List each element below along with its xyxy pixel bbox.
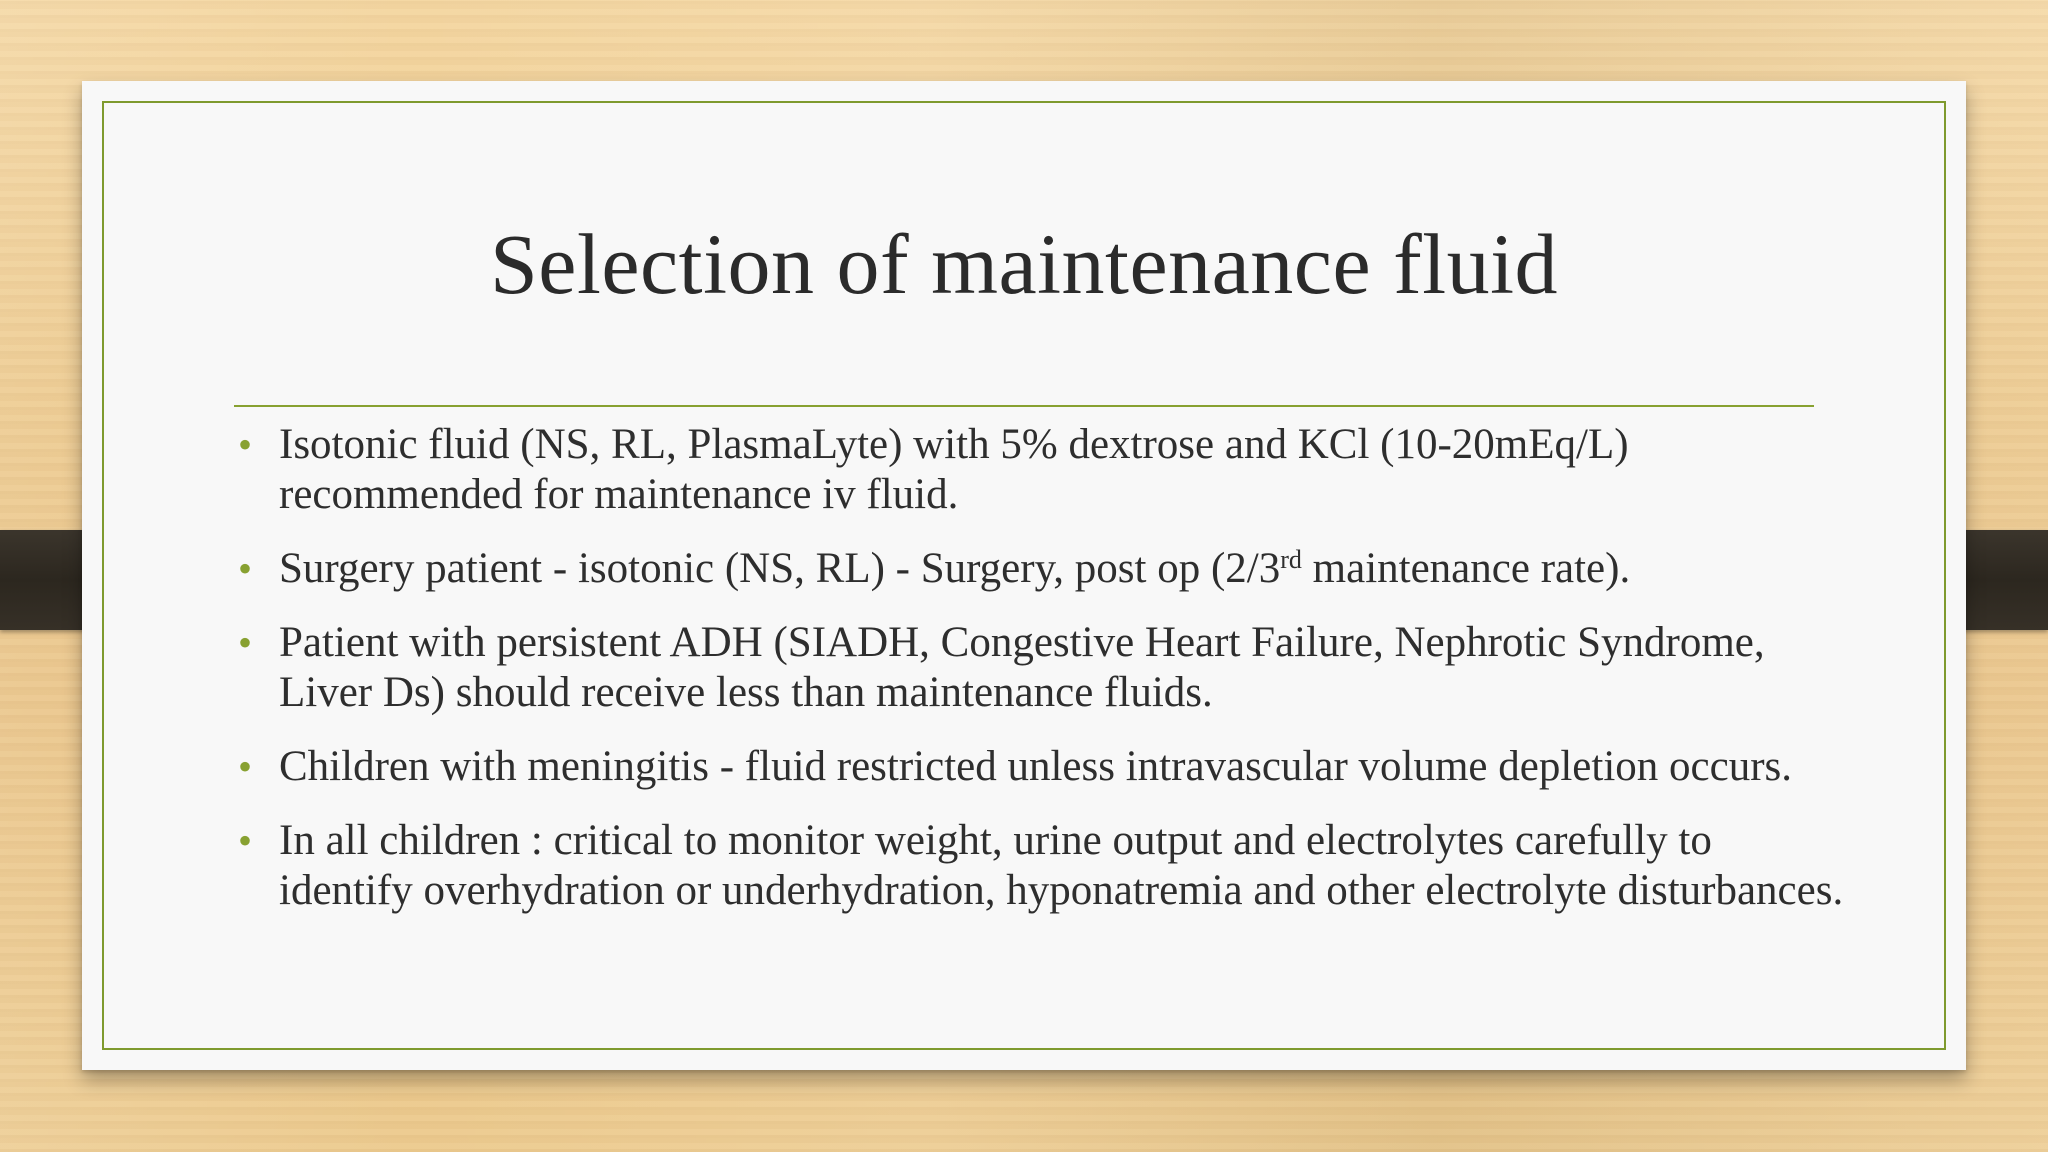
bullet-text-before: Surgery patient - isotonic (NS, RL) - Surgery, post op (2/3 [279, 545, 1281, 592]
bullet-item-all-children [234, 816, 1854, 916]
bullet-text-after: maintenance rate). [1301, 545, 1631, 592]
bullet-icon: • [238, 546, 253, 591]
bullet-item-meningitis [234, 742, 1854, 792]
bullet-list [234, 420, 1854, 940]
slide-title: Selection of maintenance fluid [489, 216, 1559, 312]
bullet-text: Children with meningitis - fluid restricted unless intravascular volume depletion occurs. [279, 743, 1792, 790]
bullet-icon: • [238, 620, 253, 665]
slide-card [82, 81, 1966, 1070]
bullet-icon: • [238, 422, 253, 467]
bullet-icon: • [238, 744, 253, 789]
bullet-text: In all children : critical to monitor weight, urine output and electrolytes carefully to identify overhydration or underhydration, hyponatremia and other electrolyte disturbances. [279, 817, 1844, 914]
bullet-item-adh [234, 618, 1854, 718]
title-divider [234, 405, 1814, 407]
bullet-item-isotonic [234, 420, 1854, 520]
bullet-superscript: rd [1280, 545, 1302, 574]
bullet-item-surgery [234, 544, 1854, 594]
bullet-text: Patient with persistent ADH (SIADH, Congestive Heart Failure, Nephrotic Syndrome, Liver Ds) should receive less than maintenance fluids. [279, 619, 1765, 716]
bullet-text: Isotonic fluid (NS, RL, PlasmaLyte) with 5% dextrose and KCl (10-20mEq/L) recommended for maintenance iv fluid. [279, 421, 1629, 518]
bullet-icon: • [238, 818, 253, 863]
